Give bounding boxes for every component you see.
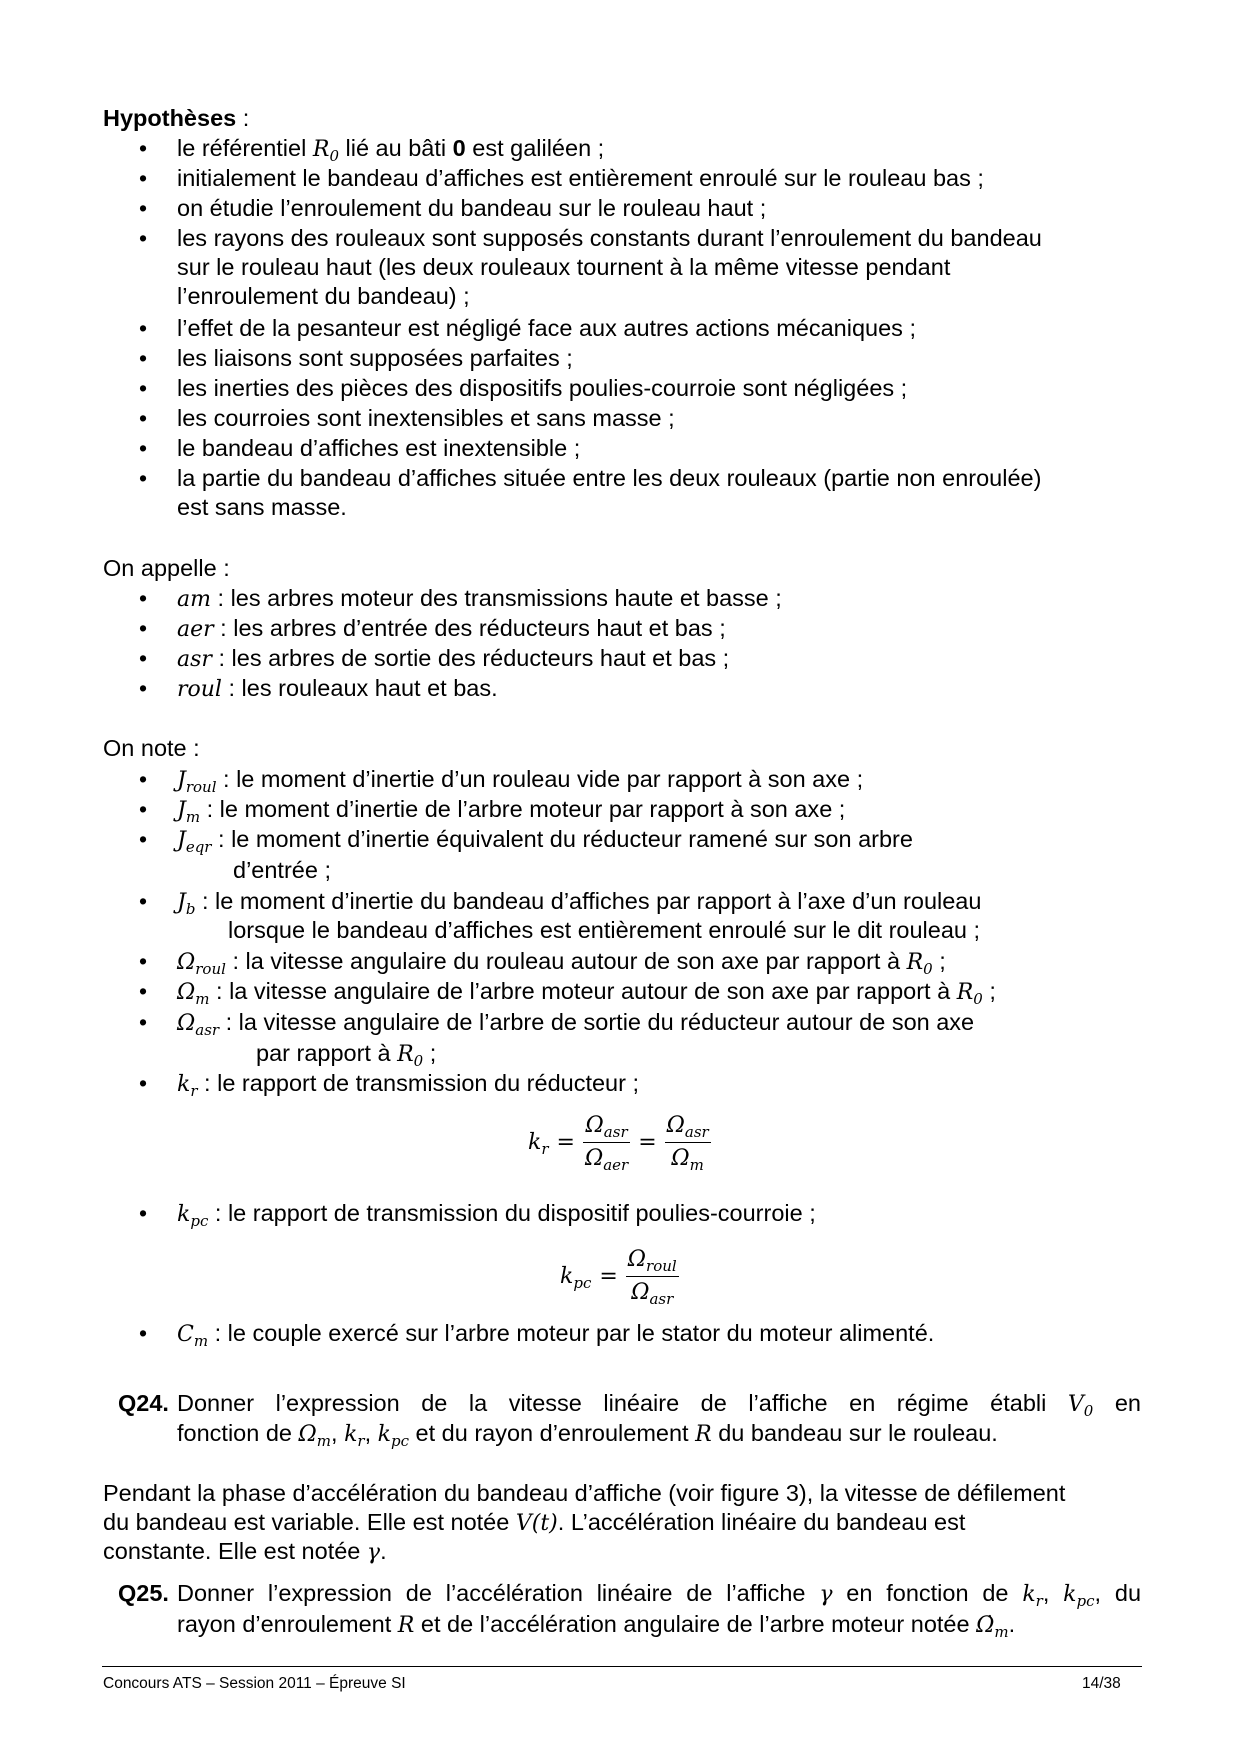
math-symbol	[1067, 1392, 1094, 1420]
hypothesis-item: les rayons des rouleaux sont supposés constants durant l’enroulement du bandeau	[177, 225, 1042, 251]
note-text: : le moment d’inertie de l’arbre moteur par rapport à son axe ;	[200, 796, 846, 822]
math-symbol	[177, 1072, 198, 1100]
math-var: J	[177, 768, 186, 793]
note-text: ;	[932, 948, 946, 974]
on-note-heading: On note :	[103, 735, 200, 761]
bullet	[139, 1318, 147, 1348]
hypothesis-item: les liaisons sont supposées parfaites ;	[177, 345, 573, 371]
math-var: k	[177, 1072, 191, 1097]
math-symbol: γ	[366, 1540, 381, 1565]
math-var: Ω̇	[976, 1613, 995, 1638]
math-sub: pc	[390, 1432, 409, 1450]
q24-text: en	[1114, 1390, 1141, 1416]
bullet	[139, 946, 147, 976]
paragraph-line	[103, 1507, 965, 1539]
math-sub: r	[541, 1140, 549, 1158]
math-sub: m	[994, 1623, 1009, 1641]
bullet	[139, 886, 147, 916]
fraction-numerator	[665, 1112, 711, 1143]
math-var: k	[177, 1202, 191, 1227]
note-text: : la vitesse angulaire de l’arbre moteur autour de son axe par rapport à	[209, 978, 957, 1004]
footer-divider	[102, 1666, 1142, 1667]
q25-text: , du	[1094, 1580, 1142, 1606]
appelle-item	[177, 583, 782, 615]
equation-kr	[528, 1112, 711, 1173]
bullet	[139, 163, 147, 193]
math-symbol	[177, 1202, 209, 1230]
note-item	[177, 1198, 816, 1230]
math-symbol	[906, 950, 933, 978]
math-symbol	[177, 890, 196, 918]
math-symbol	[1063, 1582, 1095, 1610]
note-item	[177, 886, 981, 918]
paragraph-text: .	[380, 1538, 387, 1564]
hypothesis-item: la partie du bandeau d’affiches située entre les deux rouleaux (partie non enroulée)	[177, 465, 1042, 491]
note-item	[177, 976, 996, 1008]
math-var: Ω	[627, 1247, 647, 1272]
math-var: Ω	[671, 1146, 690, 1171]
math-sub: pc	[573, 1274, 592, 1292]
note-text: : le moment d’inertie du bandeau d’affiches par rapport à l’axe d’un rouleau	[195, 888, 982, 914]
math-sub: aer	[603, 1156, 629, 1174]
note-item	[177, 1318, 934, 1350]
bullet	[139, 313, 147, 343]
math-symbol: R	[397, 1613, 415, 1638]
note-text: : le moment d’inertie d’un rouleau vide par rapport à son axe ;	[216, 766, 864, 792]
appelle-text: : les arbres de sortie des réducteurs haut et bas ;	[211, 645, 730, 671]
math-symbol	[177, 798, 201, 826]
note-item	[177, 794, 845, 826]
math-var: Ω	[584, 1146, 604, 1171]
math-sub: 0	[413, 1052, 424, 1070]
math-sub: 0	[973, 990, 983, 1008]
math-var: Ω	[177, 950, 196, 975]
note-item	[177, 946, 946, 978]
bullet	[139, 373, 147, 403]
math-sub: 0	[923, 960, 933, 978]
math-symbol: aer	[177, 617, 214, 642]
appelle-text: : les rouleaux haut et bas.	[221, 675, 498, 701]
bullet	[139, 403, 147, 433]
math-sub: asr	[195, 1021, 220, 1039]
hypothesis-item-cont: sur le rouleau haut (les deux rouleaux tournent à la même vitesse pendant	[177, 254, 951, 280]
q24-line2	[177, 1418, 998, 1450]
equals-sign: =	[638, 1130, 657, 1155]
math-sub: r	[357, 1432, 365, 1450]
bullet	[139, 824, 147, 854]
math-var: R	[956, 980, 974, 1005]
math-symbol	[312, 137, 339, 165]
math-symbol	[177, 1322, 209, 1350]
math-sub: pc	[1076, 1592, 1095, 1610]
math-symbol	[298, 1422, 331, 1450]
math-var: k	[344, 1422, 358, 1447]
q25-text: Donner l’expression de l’accélération linéaire de l’affiche	[177, 1580, 820, 1606]
math-sub: m	[193, 1332, 209, 1350]
separator: ,	[364, 1420, 378, 1446]
note-text: : la vitesse angulaire de l’arbre de sortie du réducteur autour de son axe	[219, 1009, 975, 1035]
hypothesis-item-cont: est sans masse.	[177, 494, 347, 520]
math-symbol	[976, 1613, 1009, 1641]
fraction-numerator	[583, 1112, 630, 1143]
appelle-text: : les arbres d’entrée des réducteurs haut et bas ;	[213, 615, 726, 641]
math-var: V	[1067, 1392, 1084, 1417]
q24-text: Donner l’expression de la vitesse linéaire de l’affiche en régime établi	[177, 1390, 1047, 1416]
note-text: : le moment d’inertie équivalent du réducteur ramené sur son arbre	[211, 826, 913, 852]
math-var: J	[177, 828, 186, 853]
math-symbol: γ	[819, 1582, 833, 1607]
hypothesis-bold: 0	[452, 135, 466, 161]
math-sub: r	[190, 1082, 198, 1100]
paragraph-text: . L’accélération linéaire du bandeau est	[557, 1509, 966, 1535]
bullet	[139, 433, 147, 463]
fraction-numerator	[626, 1246, 679, 1277]
hypothesis-text: le référentiel	[177, 135, 313, 161]
fraction	[583, 1112, 630, 1173]
q24-text: du bandeau sur le rouleau.	[711, 1420, 998, 1446]
hypothesis-item: le bandeau d’affiches est inextensible ;	[177, 435, 581, 461]
math-var: Ω	[298, 1422, 317, 1447]
math-sub: roul	[185, 778, 217, 796]
note-text: : la vitesse angulaire du rouleau autour de son axe par rapport à	[225, 948, 907, 974]
math-var: Ω	[666, 1113, 685, 1138]
math-var: Ω	[585, 1113, 604, 1138]
math-symbol	[344, 1422, 365, 1450]
math-var: C	[177, 1322, 194, 1347]
note-item	[177, 1068, 639, 1100]
note-text: ;	[423, 1040, 437, 1066]
bullet	[139, 583, 147, 613]
q25-text: rayon d’enroulement	[177, 1611, 398, 1637]
bullet	[139, 673, 147, 703]
math-sub: pc	[190, 1212, 209, 1230]
math-symbol: asr	[177, 647, 212, 672]
hypotheses-title-suffix: :	[236, 105, 250, 131]
equals-sign: =	[599, 1264, 618, 1289]
hypothesis-item: l’effet de la pesanteur est négligé face aux autres actions mécaniques ;	[177, 315, 916, 341]
paragraph-text: du bandeau est variable. Elle est notée	[103, 1509, 516, 1535]
note-item	[177, 1007, 974, 1039]
hypothesis-text: est galiléen ;	[465, 135, 605, 161]
math-sub: 0	[329, 147, 339, 165]
math-sub: asr	[649, 1290, 674, 1308]
fraction-denominator	[583, 1143, 630, 1173]
on-appelle-heading: On appelle :	[103, 555, 230, 581]
bullet	[139, 1198, 147, 1228]
q25-text: et de l’accélération angulaire de l’arbre moteur notée	[414, 1611, 977, 1637]
note-text: ;	[982, 978, 996, 1004]
bullet	[139, 794, 147, 824]
math-var: Ω	[631, 1280, 650, 1305]
note-item-cont	[256, 1038, 436, 1070]
q25-line1	[177, 1578, 1141, 1610]
bullet	[139, 193, 147, 223]
math-var: R	[397, 1042, 414, 1067]
note-text: : le rapport de transmission du réducteur ;	[197, 1070, 640, 1096]
math-symbol	[177, 950, 226, 978]
bullet	[139, 343, 147, 373]
note-text: : le rapport de transmission du dispositif poulies-courroie ;	[208, 1200, 816, 1226]
math-symbol: roul	[177, 677, 222, 702]
math-sub: roul	[195, 960, 226, 978]
paragraph-line: Pendant la phase d’accélération du bandeau d’affiche (voir figure 3), la vitesse de défilement	[103, 1480, 1066, 1506]
footer-left: Concours ATS – Session 2011 – Épreuve SI	[103, 1675, 406, 1692]
appelle-item	[177, 643, 729, 675]
hypotheses-title: Hypothèses	[103, 105, 237, 131]
math-sub: eqr	[185, 838, 212, 856]
math-symbol	[397, 1042, 424, 1070]
math-symbol	[956, 980, 983, 1008]
math-sub: m	[195, 990, 210, 1008]
bullet	[139, 976, 147, 1006]
math-var: R	[906, 950, 924, 975]
bullet	[139, 764, 147, 794]
bullet	[139, 133, 147, 163]
math-sub: asr	[603, 1123, 628, 1141]
hypothesis-text: lié au bâti	[338, 135, 453, 161]
math-var: k	[1022, 1582, 1036, 1607]
q24-line1	[177, 1388, 1141, 1420]
math-var: k	[528, 1130, 542, 1155]
math-sub: roul	[646, 1257, 677, 1275]
q24-text: fonction de	[177, 1420, 299, 1446]
paragraph-text: constante. Elle est notée	[103, 1538, 367, 1564]
q25-text: en fonction de	[832, 1580, 1023, 1606]
fraction-denominator	[665, 1143, 711, 1173]
bullet	[139, 223, 147, 253]
math-symbol: V(t)	[515, 1511, 558, 1536]
bullet	[139, 463, 147, 493]
separator: ,	[1042, 1580, 1064, 1606]
eq-lhs	[560, 1264, 592, 1292]
math-var: Ω	[177, 1011, 196, 1036]
question-label-q25: Q25.	[118, 1580, 169, 1606]
math-symbol	[177, 980, 210, 1008]
bullet	[139, 1068, 147, 1098]
appelle-text: : les arbres moteur des transmissions haute et basse ;	[210, 585, 782, 611]
equals-sign: =	[556, 1130, 575, 1155]
bullet	[139, 613, 147, 643]
q24-text: et du rayon d’enroulement	[409, 1420, 696, 1446]
separator: ,	[331, 1420, 345, 1446]
fraction-denominator	[626, 1277, 679, 1307]
math-symbol	[377, 1422, 409, 1450]
note-text: par rapport à	[256, 1040, 398, 1066]
math-var: J	[177, 890, 186, 915]
math-symbol: R	[695, 1422, 712, 1447]
math-symbol	[177, 1011, 220, 1039]
math-symbol	[177, 768, 217, 796]
q25-text: .	[1008, 1611, 1016, 1637]
eq-lhs	[528, 1130, 549, 1158]
hypothesis-item	[177, 133, 604, 165]
footer-page-number: 14/38	[1082, 1675, 1121, 1692]
hypothesis-item: les inerties des pièces des dispositifs poulies-courroie sont négligées ;	[177, 375, 908, 401]
math-symbol	[177, 828, 212, 856]
math-var: k	[1063, 1582, 1077, 1607]
question-label-q24: Q24.	[118, 1390, 169, 1416]
fraction	[665, 1112, 711, 1173]
note-item-cont: lorsque le bandeau d’affiches est entièrement enroulé sur le dit rouleau ;	[228, 917, 981, 943]
math-symbol: am	[177, 587, 211, 612]
note-item-cont: d’entrée ;	[233, 857, 331, 883]
math-sub: m	[689, 1156, 704, 1174]
bullet	[139, 643, 147, 673]
hypothesis-item-cont: l’enroulement du bandeau) ;	[177, 283, 470, 309]
math-symbol	[1022, 1582, 1043, 1610]
equation-kpc	[560, 1246, 679, 1307]
math-sub: r	[1035, 1592, 1043, 1610]
paragraph-line	[103, 1536, 387, 1568]
q25-line2	[177, 1609, 1015, 1641]
hypothesis-item: initialement le bandeau d’affiches est entièrement enroulé sur le rouleau bas ;	[177, 165, 984, 191]
note-text: : le couple exercé sur l’arbre moteur par le stator du moteur alimenté.	[208, 1320, 935, 1346]
hypothesis-item: les courroies sont inextensibles et sans masse ;	[177, 405, 675, 431]
note-item	[177, 764, 863, 796]
bullet	[139, 1007, 147, 1037]
math-sub: asr	[684, 1123, 709, 1141]
math-sub: m	[316, 1432, 331, 1450]
appelle-item	[177, 613, 726, 645]
math-sub: 0	[1083, 1402, 1094, 1420]
math-sub: b	[185, 900, 196, 918]
math-sub: m	[185, 808, 201, 826]
math-var: J	[177, 798, 186, 823]
math-var: k	[377, 1422, 391, 1447]
hypotheses-heading	[103, 103, 249, 133]
math-var: Ω	[177, 980, 196, 1005]
appelle-item	[177, 673, 498, 705]
note-item	[177, 824, 913, 856]
math-var: R	[312, 137, 330, 162]
math-var: k	[560, 1264, 574, 1289]
fraction	[626, 1246, 679, 1307]
hypothesis-item: on étudie l’enroulement du bandeau sur le rouleau haut ;	[177, 195, 767, 221]
